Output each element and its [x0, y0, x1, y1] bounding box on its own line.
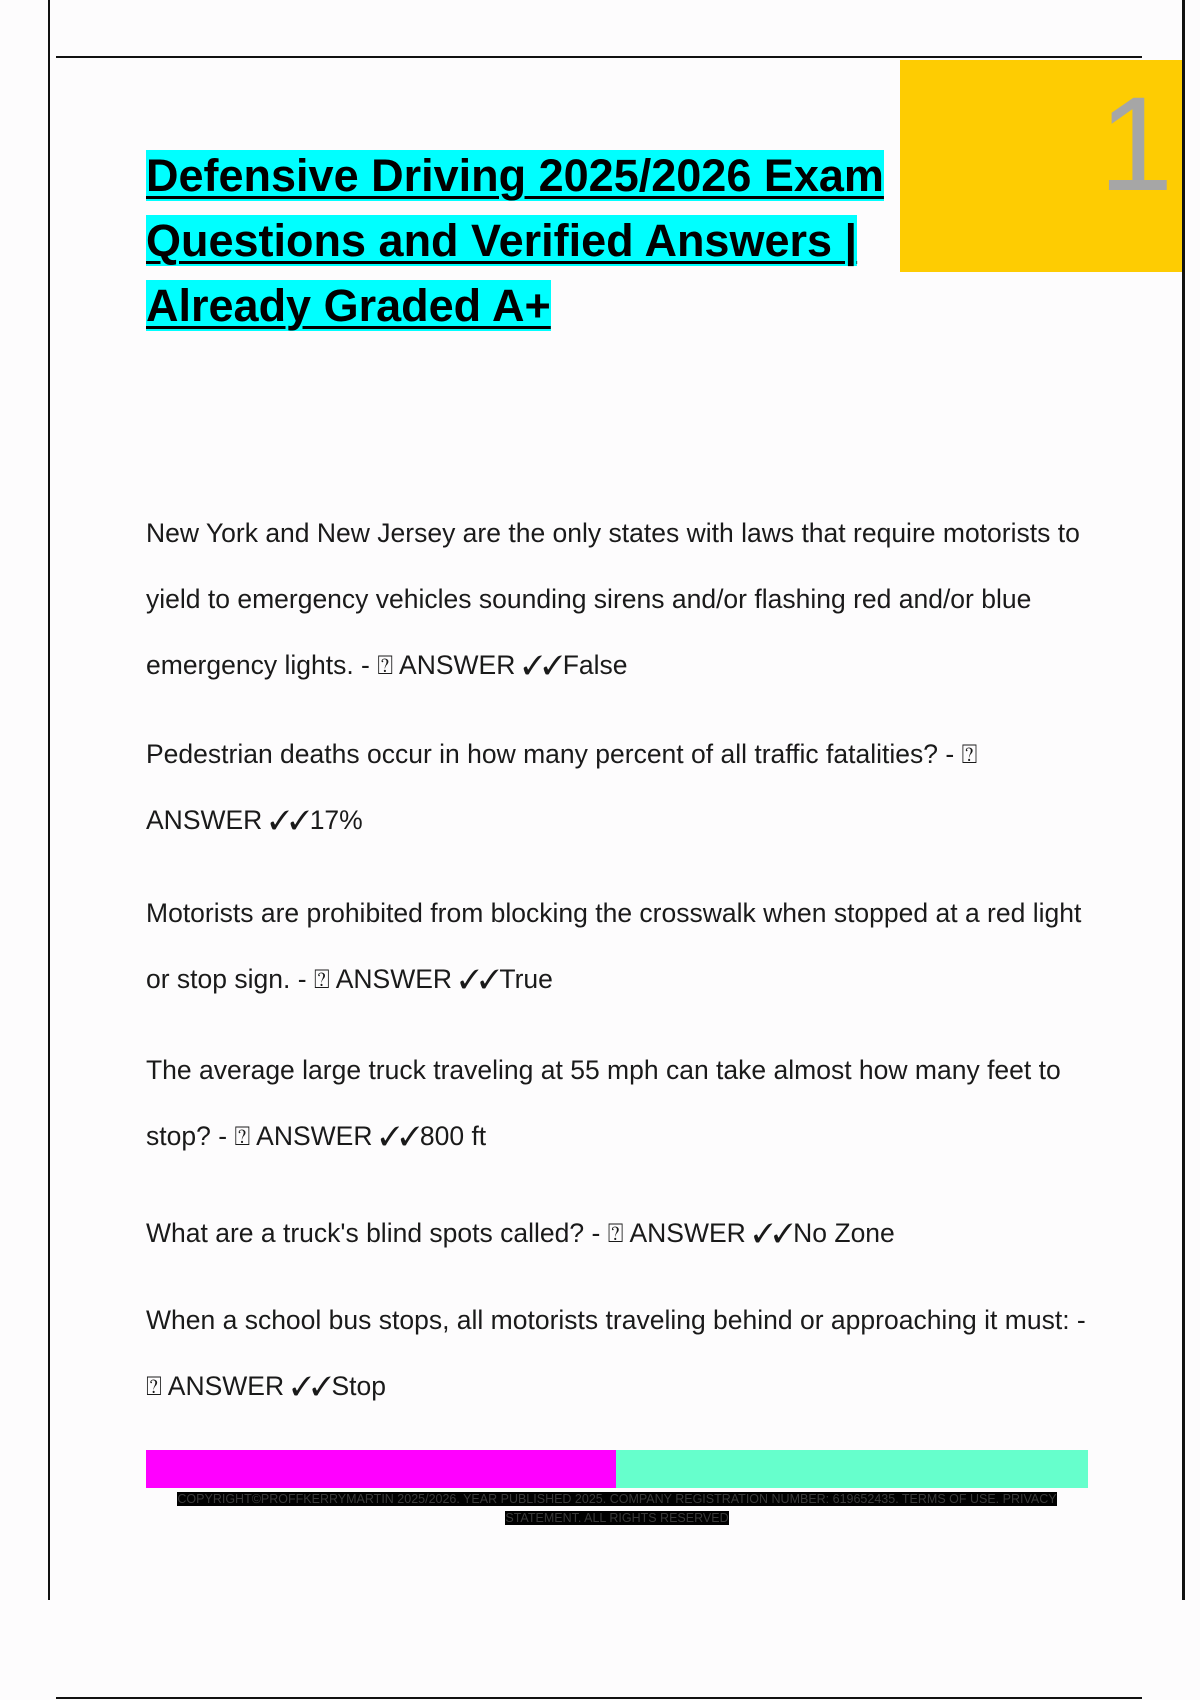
question-6: When a school bus stops, all motorists traveling behind or approaching it must: - ⍰ ANSWER ✓✓Stop: [146, 1305, 1086, 1401]
bottom-rule: [56, 1697, 1142, 1699]
header-rule: [56, 56, 1142, 58]
document-title-text: Defensive Driving 2025/2026 Exam Questions and Verified Answers | Already Graded A+: [146, 150, 884, 331]
footer-bar-magenta: [146, 1450, 616, 1488]
question-1: New York and New Jersey are the only states with laws that require motorists to yield to emergency vehicles sounding sirens and/or flashing red and/or blue emergency lights. - ⍰ ANSWER ✓✓False: [146, 518, 1080, 680]
copyright-text: COPYRIGHT©PROFFKERRYMARTIN 2025/2026. YEAR PUBLISHED 2025. COMPANY REGISTRATION NUMBER: 619652435. TERMS OF USE. PRIVACY STATEMENT. ALL RIGHTS RESERVED: [177, 1492, 1057, 1525]
question-3: Motorists are prohibited from blocking the crosswalk when stopped at a red light or stop sign. - ⍰ ANSWER ✓✓True: [146, 898, 1082, 994]
question-2: Pedestrian deaths occur in how many percent of all traffic fatalities? - ⍰ ANSWER ✓✓17%: [146, 739, 978, 835]
page-border-left: [48, 0, 50, 1600]
question-5: What are a truck's blind spots called? - ⍰ ANSWER ✓✓No Zone: [146, 1218, 895, 1248]
footer-bar-teal: [616, 1450, 1088, 1488]
copyright-footer: [146, 1490, 1088, 1528]
document-title: [146, 143, 966, 338]
page-number: 1: [1098, 70, 1174, 219]
question-4: The average large truck traveling at 55 mph can take almost how many feet to stop? - ⍰ ANSWER ✓✓800 ft: [146, 1055, 1061, 1151]
page-border-right: [1182, 0, 1185, 1600]
